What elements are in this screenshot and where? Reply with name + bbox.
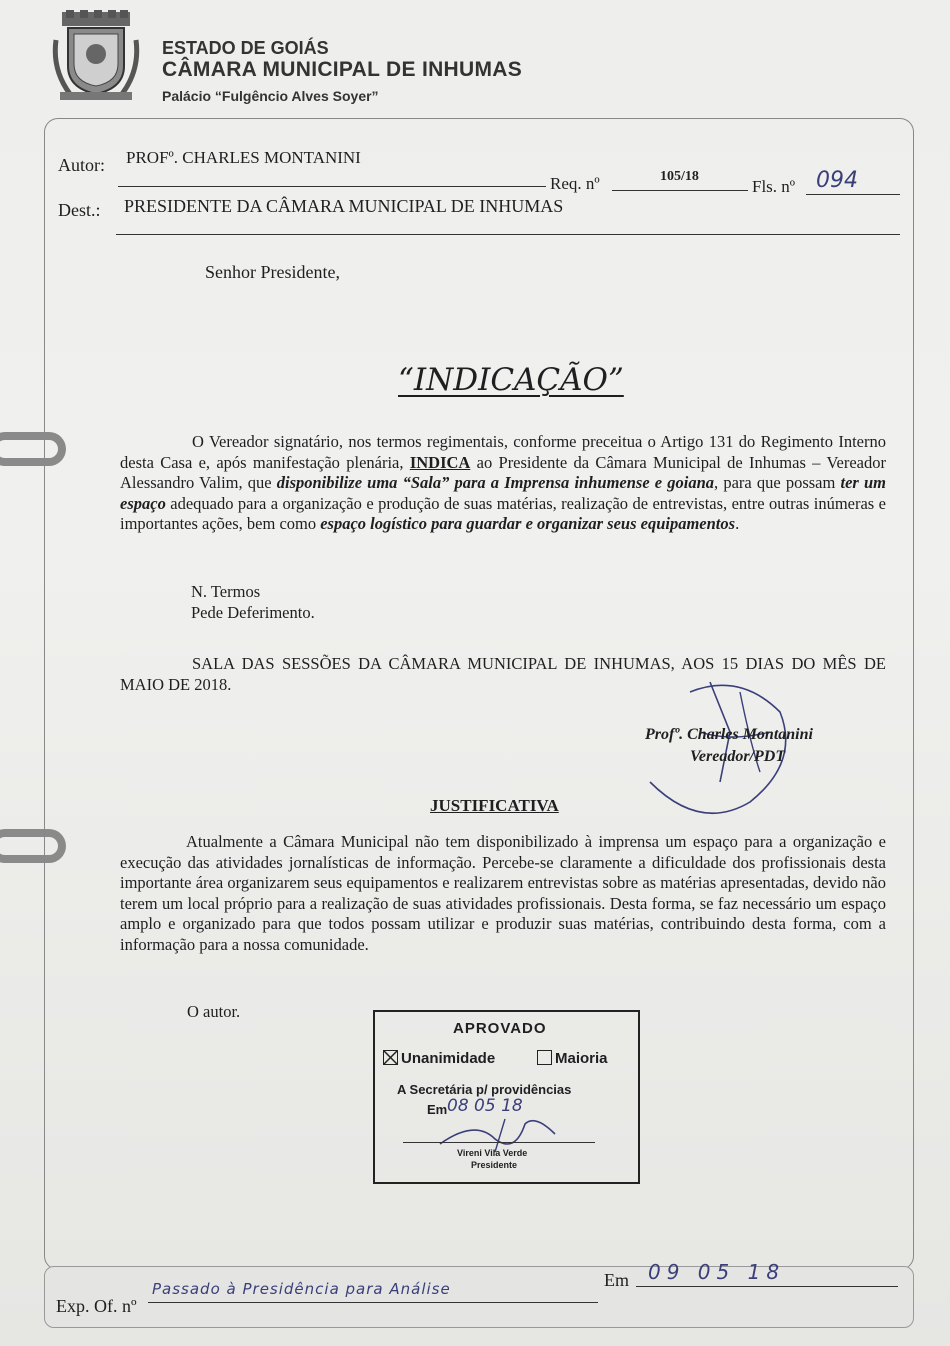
req-value: 105/18 <box>660 169 699 184</box>
justification-paragraph: Atualmente a Câmara Municipal não tem disponibilizado à imprensa um espaço para a organização e execução das atividades jornalísticas de informação. Percebe-se claramente a dificuldade dos profissionais desta importante área organizarem seus equipamentos e realizarem entrevistas sobre as matérias apresentadas, devido não terem um local próprio para a realização de suas atividades profissionais. Desta forma, se faz necessário um espaço amplo e organizado para que todos possam utilizar e produzir suas matérias, contribuindo desta forma, com a informação para a nossa comunidade. <box>120 832 886 954</box>
em-value: 09 05 18 <box>648 1260 786 1284</box>
signer-role: Vereador/PDT <box>690 748 786 765</box>
stamp-signature-line <box>403 1142 595 1143</box>
stamp-secretary-line: A Secretária p/ providências <box>397 1082 572 1097</box>
stamp-em-label: Em <box>427 1102 448 1117</box>
signer-name: Profº. Charles Montanini <box>645 726 813 743</box>
exp-label: Exp. Of. nº <box>56 1296 137 1316</box>
em-line <box>636 1286 898 1287</box>
req-label: Req. nº <box>550 174 600 193</box>
exp-line <box>148 1302 598 1303</box>
majority-checkbox <box>537 1050 552 1065</box>
author-closing: O autor. <box>187 1002 241 1021</box>
closing-pede-deferimento: Pede Deferimento. <box>191 603 315 622</box>
fls-value: 094 <box>816 168 858 193</box>
stamp-signer: Vireni Vila Verde <box>457 1148 528 1158</box>
autor-label: Autor: <box>58 155 105 175</box>
stamp-date: 08 05 18 <box>447 1096 523 1116</box>
indica-keyword: INDICA <box>409 452 471 472</box>
justification-title: JUSTIFICATIVA <box>430 796 559 815</box>
dest-label: Dest.: <box>58 200 101 220</box>
autor-value: PROFº. CHARLES MONTANINI <box>126 148 361 167</box>
document-title: “INDICAÇÃO” <box>398 362 624 398</box>
stamp-signer-role: Presidente <box>471 1160 518 1170</box>
req-line <box>612 190 748 191</box>
indication-paragraph: O Vereador signatário, nos termos regimentais, conforme preceitua o Artigo 131 do Regimento Interno desta Casa e, após manifestação plenária, INDICA ao Presidente da Câmara Municipal de Inhumas – Vereador Alessandro Valim, que disponibilize uma “Sala” para a Imprensa inhumense e goiana, para que possam ter um espaço adequado para a organização e produção de suas matérias, realização de entrevistas, entre outras inúmeras e importantes ações, bem como espaço logístico para guardar e organizar seus equipamentos. <box>120 432 886 533</box>
stamp-option-majority: Maioria <box>537 1050 608 1067</box>
municipal-crest-icon <box>50 10 142 102</box>
salutation: Senhor Presidente, <box>205 262 340 282</box>
stamp-title: APROVADO <box>453 1020 547 1037</box>
stamp-option-unanimity: Unanimidade <box>383 1050 495 1067</box>
fls-line <box>806 194 900 195</box>
closing-n-termos: N. Termos <box>191 582 261 601</box>
fls-label: Fls. nº <box>752 177 796 196</box>
header-chamber: CÂMARA MUNICIPAL DE INHUMAS <box>162 58 523 81</box>
author-signature-icon <box>630 672 800 822</box>
exp-value: Passado à Presidência para Análise <box>152 1280 451 1298</box>
autor-line <box>118 186 546 187</box>
session-paragraph: SALA DAS SESSÕES DA CÂMARA MUNICIPAL DE INHUMAS, AOS 15 DIAS DO MÊS DE MAIO DE 2018. <box>120 654 886 694</box>
unanimity-checkbox <box>383 1050 398 1065</box>
header-state: ESTADO DE GOIÁS <box>162 38 329 58</box>
em-label: Em <box>604 1270 629 1290</box>
approval-stamp <box>373 1010 640 1184</box>
header-palace: Palácio “Fulgêncio Alves Soyer” <box>162 88 379 104</box>
dest-line <box>116 234 900 235</box>
dest-value: PRESIDENTE DA CÂMARA MUNICIPAL DE INHUMAS <box>124 196 564 216</box>
